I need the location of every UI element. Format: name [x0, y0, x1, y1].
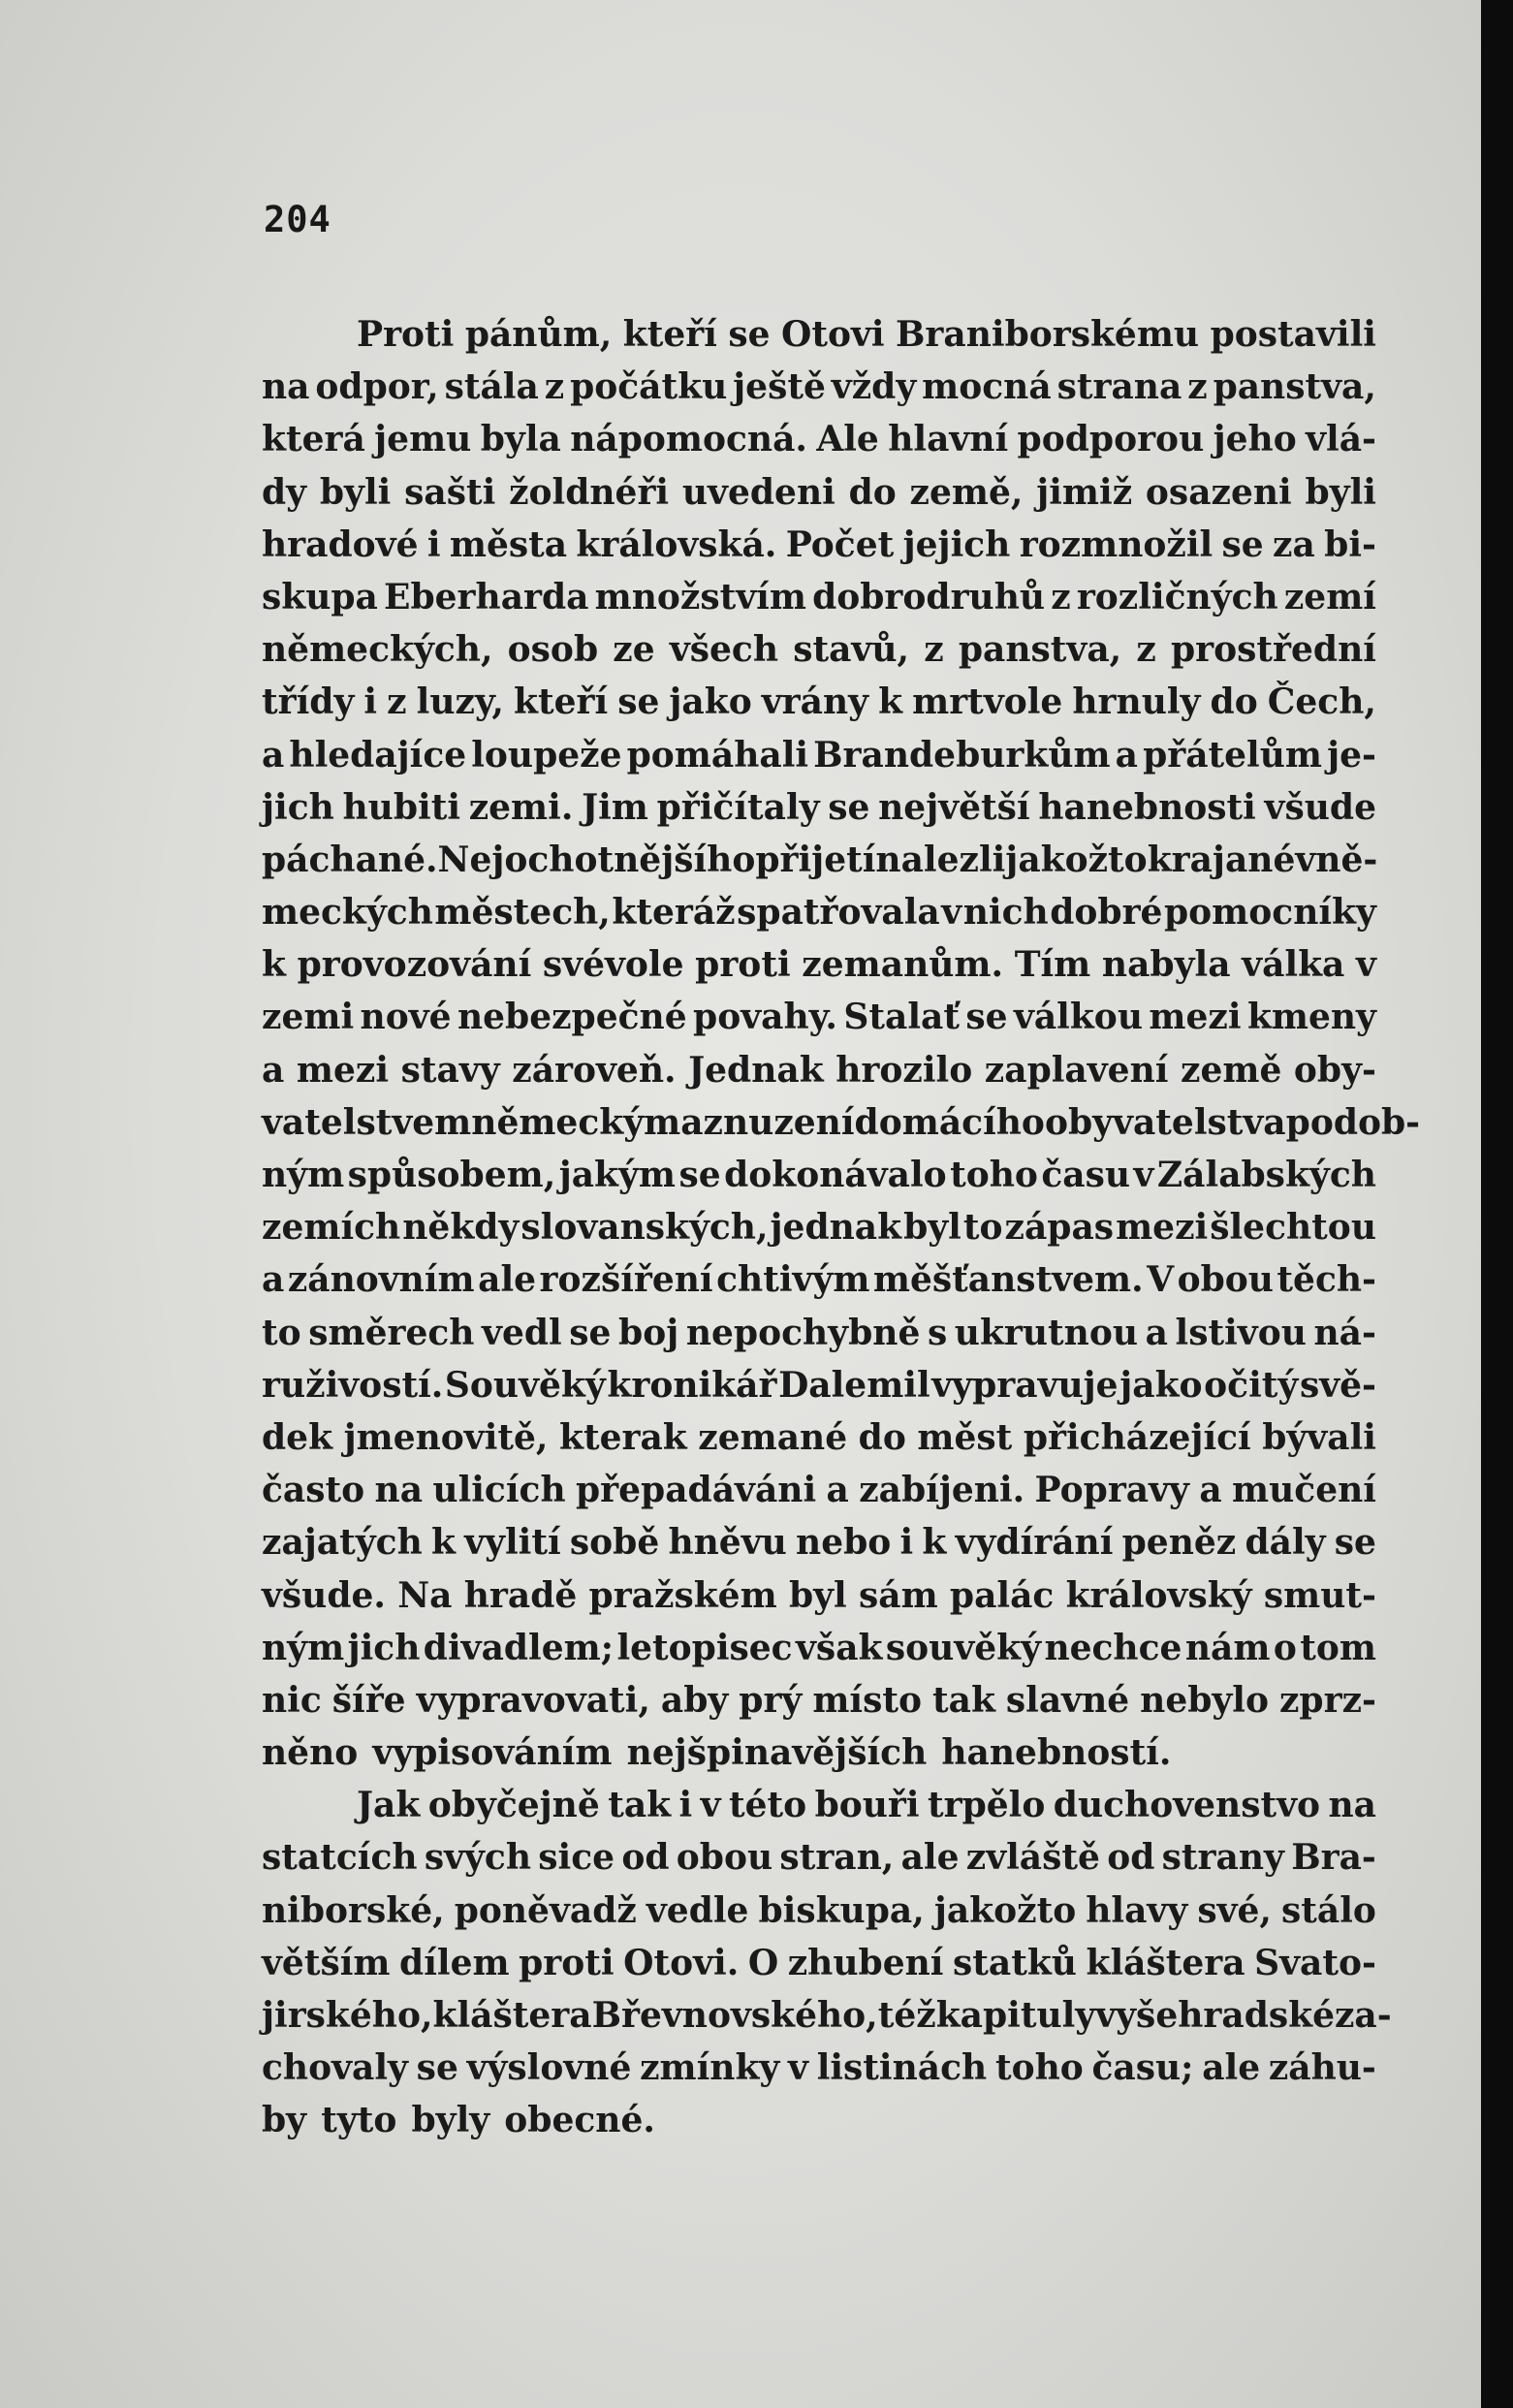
- text-line: nic šíře vypravovati, aby prý místo tak slavné nebylo zprz-: [262, 1679, 1376, 1721]
- text-line: jich hubiti zemi. Jim přičítaly se největší hanebnosti všude: [262, 786, 1376, 828]
- text-line: meckých městech, kteráž spatřovala v nich dobré pomocníky: [262, 892, 1376, 934]
- text-line: Proti pánům, kteří se Otovi Braniborskému postavili: [357, 314, 1376, 355]
- text-line: větším dílem proti Otovi. O zhubení statků kláštera Svato-: [262, 1942, 1376, 1983]
- text-line: hradové i města královská. Počet jejich rozmnožil se za bi-: [262, 523, 1376, 565]
- text-line: třídy i z luzy, kteří se jako vrány k mrtvole hrnuly do Čech,: [262, 681, 1376, 723]
- text-line: a zánovním ale rozšíření chtivým měšťanstvem. V obou těch-: [262, 1259, 1376, 1301]
- text-line: ruživostí. Souvěký kronikář Dalemil vypravuje jako očitý svě-: [262, 1364, 1376, 1406]
- text-line: německých, osob ze všech stavů, z panstva, z prostřední: [262, 629, 1376, 671]
- text-line: to směrech vedl se boj nepochybně s ukrutnou a lstivou ná-: [262, 1312, 1376, 1353]
- text-line: niborské, poněvadž vedle biskupa, jakožto hlavy své, stálo: [262, 1889, 1376, 1931]
- text-line: ným jich divadlem; letopisec však souvěký nechce nám o tom: [262, 1627, 1376, 1668]
- text-line: něno vypisováním nejšpinavějších hanebností.: [262, 1732, 1172, 1774]
- text-line: páchané. Nejochotnějšího přijetí nalezli jakožto krajané v ně-: [262, 839, 1378, 880]
- text-line: dy byli sašti žoldnéři uvedeni do země, jimiž osazeni byli: [262, 471, 1376, 513]
- text-line: všude. Na hradě pražském byl sám palác královský smut-: [262, 1574, 1376, 1616]
- text-line: chovaly se výslovné zmínky v listinách toho času; ale záhu-: [262, 2047, 1376, 2089]
- text-line: by tyto byly obecné.: [262, 2100, 655, 2141]
- text-line: k provozování svévole proti zemanům. Tím nabyla válka v: [262, 944, 1376, 986]
- text-line: ným spůsobem, jakým se dokonávalo toho času v Zálabských: [262, 1155, 1376, 1195]
- text-line: statcích svých sice od obou stran, ale zvláště od strany Bra-: [262, 1837, 1376, 1879]
- text-line: a hledajíce loupeže pomáhali Brandeburkům a přátelům je-: [262, 734, 1376, 776]
- text-line: zajatých k vylití sobě hněvu nebo i k vydírání peněz dály se: [262, 1522, 1376, 1564]
- text-line: a mezi stavy zároveň. Jednak hrozilo zaplavení země oby-: [262, 1049, 1376, 1091]
- text-line: vatelstvem německým a znuzení domácího obyvatelstva podob-: [262, 1101, 1421, 1143]
- text-line: dek jmenovitě, kterak zemané do měst přicházející bývali: [262, 1416, 1376, 1458]
- text-line: jirského, kláštera Břevnovského, též kapituly vyšehradské za-: [262, 1995, 1392, 2036]
- text-line: Jak obyčejně tak i v této bouři trpělo duchovenstvo na: [357, 1785, 1376, 1826]
- text-line: zemích někdy slovanských, jednak byl to zápas mezi šlechtou: [262, 1207, 1376, 1249]
- text-line: na odpor, stála z počátku ještě vždy mocná strana z panstva,: [262, 366, 1376, 408]
- body-text: [262, 308, 1421, 2147]
- text-line: která jemu byla nápomocná. Ale hlavní podporou jeho vlá-: [262, 419, 1376, 460]
- text-line: často na ulicích přepadáváni a zabíjeni. Popravy a mučení: [262, 1470, 1376, 1511]
- page-number: 204: [264, 199, 331, 240]
- scan-edge: [1481, 0, 1513, 2408]
- text-line: zemi nové nebezpečné povahy. Stalať se válkou mezi kmeny: [262, 997, 1376, 1038]
- text-line: skupa Eberharda množstvím dobrodruhů z rozličných zemí: [262, 576, 1376, 618]
